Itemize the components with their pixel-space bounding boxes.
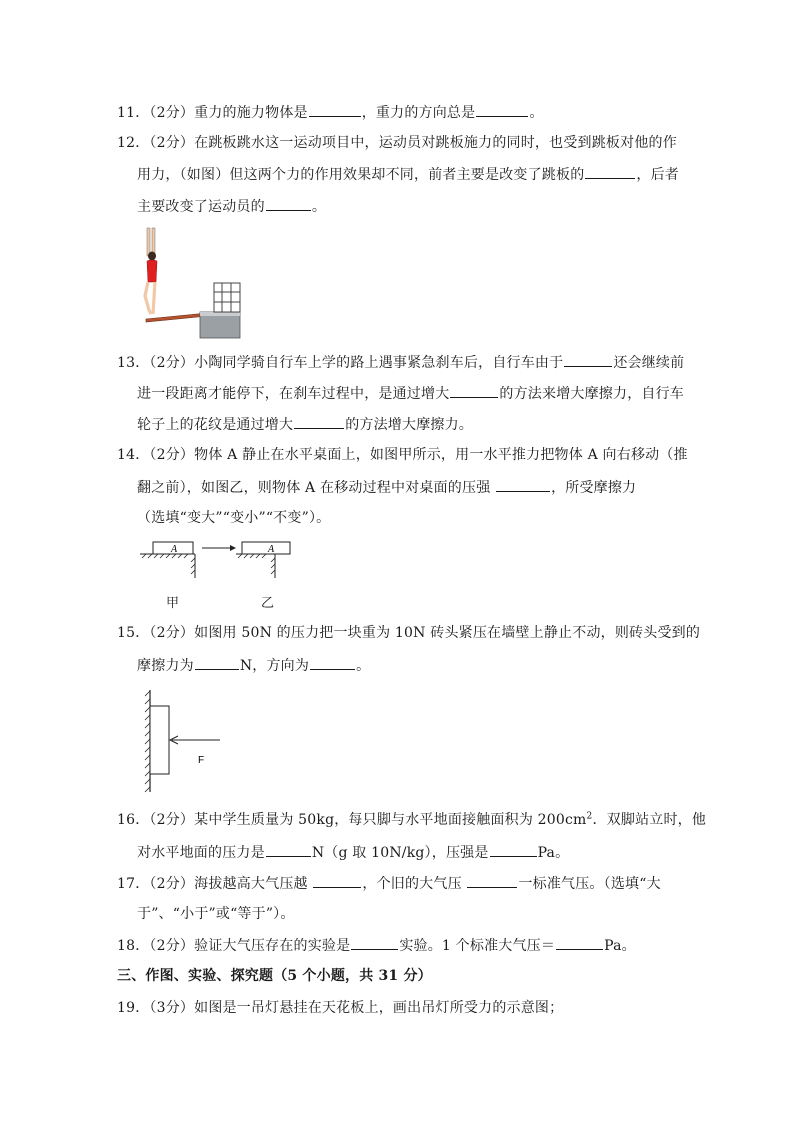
answer-blank[interactable] xyxy=(294,414,344,429)
question-11: 11．（2分）重力的施力物体是 ，重力的方向总是 。 xyxy=(117,102,544,123)
question-12-line-3: 主要改变了运动员的 。 xyxy=(137,196,326,217)
block-a-label-left: A xyxy=(171,544,178,555)
answer-blank[interactable] xyxy=(266,196,311,211)
question-15-line-1: 15．（2分）如图用 50N 的压力把一块重为 10N 砖头紧压在墙壁上静止不动，则砖头受到的 xyxy=(117,625,701,641)
figure-caption-jia: 甲 xyxy=(166,596,180,611)
brick-wall-figure xyxy=(140,688,240,796)
answer-blank[interactable] xyxy=(467,873,517,888)
question-13-line-2: 进一段距离才能停下，在刹车过程中，是通过增大 的方法来增大摩擦力，自行车 xyxy=(137,383,684,404)
answer-blank[interactable] xyxy=(309,102,361,117)
question-17-line-2: 于”、“小于”或“等于”）。 xyxy=(137,906,295,922)
answer-blank[interactable] xyxy=(564,352,612,367)
question-19: 19．（3分）如图是一吊灯悬挂在天花板上，画出吊灯所受力的示意图； xyxy=(117,1000,564,1016)
answer-blank[interactable] xyxy=(351,935,398,950)
question-14-line-3: （选填“变大”“变小”“不变”）。 xyxy=(137,510,331,526)
answer-blank[interactable] xyxy=(490,842,537,857)
answer-blank[interactable] xyxy=(556,935,603,950)
answer-blank[interactable] xyxy=(310,655,355,670)
answer-blank[interactable] xyxy=(313,873,361,888)
answer-blank[interactable] xyxy=(450,383,498,398)
question-16-line-2: 对水平地面的压力是 N（g 取 10N/kg），压强是 Pa。 xyxy=(137,842,569,863)
question-18: 18．（2分）验证大气压存在的实验是 实验。1 个标准大气压＝ Pa。 xyxy=(117,935,636,956)
section-3-title: 三、作图、实验、探究题（5 个小题，共 31 分） xyxy=(117,968,432,984)
question-12-line-2: 用力，（如图）但这两个力的作用效果却不同，前者主要是改变了跳板的 ，后者 xyxy=(137,164,679,185)
force-label-f: F xyxy=(198,755,205,766)
question-12-line-1: 12．（2分）在跳板跳水这一运动项目中，运动员对跳板施力的同时，也受到跳板对他的作 xyxy=(117,135,677,151)
diver-springboard-figure xyxy=(136,226,246,340)
answer-blank[interactable] xyxy=(476,102,528,117)
answer-blank[interactable] xyxy=(496,477,550,492)
answer-blank[interactable] xyxy=(266,842,311,857)
question-13-line-3: 轮子上的花纹是通过增大 的方法增大摩擦力。 xyxy=(137,414,473,435)
question-17-line-1: 17．（2分）海拔越高大气压越 ，个旧的大气压 一标准气压。（选填“大 xyxy=(117,873,661,894)
answer-blank[interactable] xyxy=(195,655,239,670)
question-14-line-1: 14．（2分）物体 A 静止在水平桌面上，如图甲所示，用一水平推力把物体 A 向右移动（推 xyxy=(117,447,688,463)
figure-caption-yi: 乙 xyxy=(261,596,275,611)
answer-blank[interactable] xyxy=(585,164,635,179)
question-13-line-1: 13．（2分）小陶同学骑自行车上学的路上遇事紧急刹车后，自行车由于 还会继续前 xyxy=(117,352,684,373)
question-16-line-1: 16．（2分）某中学生质量为 50kg，每只脚与水平地面接触面积为 $200cm^2$．双脚站立时，他 xyxy=(117,811,707,828)
block-on-table-figure xyxy=(140,538,300,580)
question-14-line-2: 翻之前），如图乙，则物体 A 在移动过程中对桌面的压强 ，所受摩擦力 xyxy=(137,477,636,498)
question-15-line-2: 摩擦力为 N，方向为 。 xyxy=(137,655,370,676)
block-a-label-right: A xyxy=(268,544,275,555)
